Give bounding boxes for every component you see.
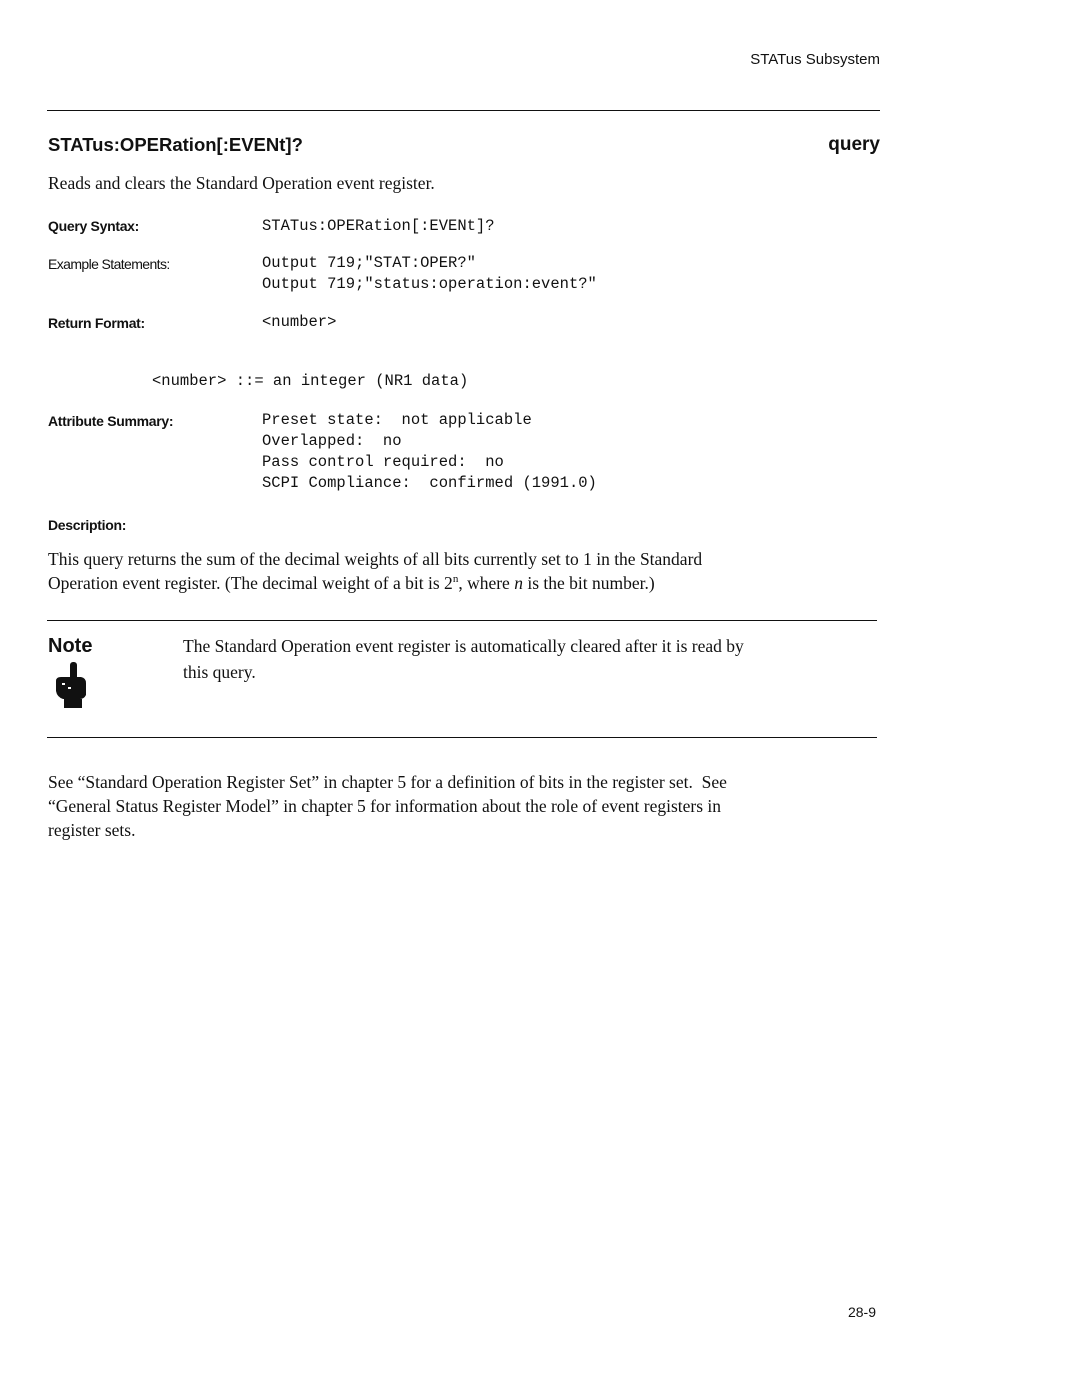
return-format-definition: <number> ::= an integer (NR1 data) <box>152 372 469 390</box>
divider <box>47 737 877 738</box>
see-also-line: See “Standard Operation Register Set” in chapter 5 for a definition of bits in the register set. See <box>48 772 727 792</box>
attribute-line: Preset state: not applicable <box>262 411 532 429</box>
attribute-line: SCPI Compliance: confirmed (1991.0) <box>262 474 597 492</box>
examples-label: Example Statements: <box>48 256 170 272</box>
note-label: Note <box>48 635 93 657</box>
text: is the bit number.) <box>522 573 655 593</box>
description-line: This query returns the sum of the decimal weights of all bits currently set to 1 in the Standard <box>48 549 703 569</box>
command-summary: Reads and clears the Standard Operation event register. <box>48 173 435 193</box>
pointing-hand-icon <box>53 661 91 709</box>
superscript: n <box>452 573 459 586</box>
command-title: STATus:OPERation[:EVENt]? <box>48 134 303 155</box>
attribute-summary-label: Attribute Summary: <box>48 413 174 429</box>
return-format-label: Return Format: <box>48 315 145 331</box>
see-also-line: “General Status Register Model” in chapter 5 for information about the role of event registers in <box>48 796 722 816</box>
page-number: 28-9 <box>847 1304 876 1320</box>
italic-n: n <box>514 573 523 593</box>
command-type: query <box>828 134 880 155</box>
note-line: this query. <box>183 662 256 682</box>
text: Operation event register. (The decimal weight of a bit is 2 <box>48 573 453 593</box>
return-format-value: <number> <box>262 313 337 331</box>
divider <box>47 110 880 111</box>
example-line: Output 719;"status:operation:event?" <box>262 275 597 293</box>
divider <box>47 620 877 621</box>
running-header: STATus Subsystem <box>750 51 880 68</box>
query-syntax-value: STATus:OPERation[:EVENt]? <box>262 217 495 235</box>
description-line <box>48 573 655 594</box>
description-label: Description: <box>48 517 127 533</box>
example-line: Output 719;"STAT:OPER?" <box>262 254 476 272</box>
text: , where <box>458 573 515 593</box>
attribute-line: Pass control required: no <box>262 453 504 471</box>
see-also-line: register sets. <box>48 820 136 840</box>
note-line: The Standard Operation event register is automatically cleared after it is read by <box>183 636 744 656</box>
query-syntax-label: Query Syntax: <box>48 218 140 234</box>
attribute-line: Overlapped: no <box>262 432 402 450</box>
